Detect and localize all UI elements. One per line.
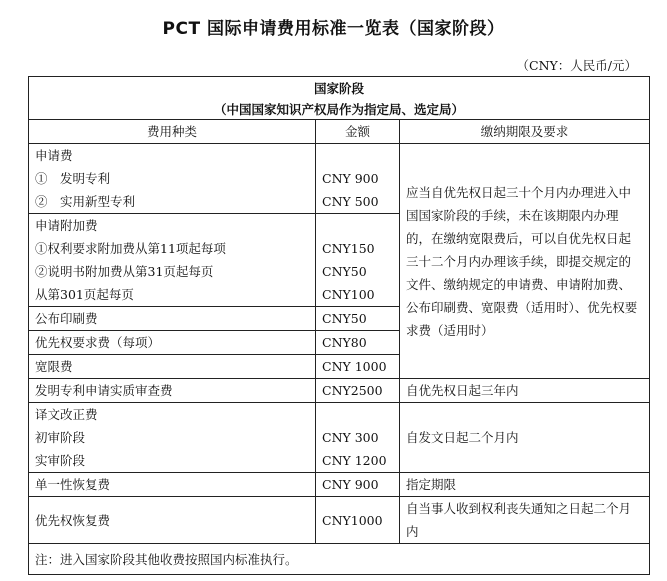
fee-table (28, 76, 650, 575)
table-row (29, 403, 650, 473)
column-header-fee-type: 费用种类 (29, 120, 316, 144)
fee-name-line: 译文改正费 (35, 407, 98, 422)
fee-amount-line: CNY 500 (322, 194, 379, 209)
fee-amount-cell (316, 144, 400, 214)
fee-amount-line (322, 144, 393, 167)
table-note: 注：进入国家阶段其他收费按照国内标准执行。 (29, 544, 650, 575)
fee-amount-line: CNY50 (322, 264, 367, 279)
fee-amount-line: CNY 900 (322, 171, 379, 186)
fee-amount-cell (316, 214, 400, 307)
section-title: 国家阶段 (313, 81, 364, 96)
column-header-row (29, 120, 650, 144)
deadline-cell: 应当自优先权日起三十个月内办理进入中国国家阶段的手续，未在该期限内办理的，在缴纳宽限费后，可以自优先权日起三十二个月内办理该手续，即提交规定的文件、缴纳规定的申请费、申请附加费、公布印刷费、宽限费（适用时）、优先权要求费（适用时） (400, 144, 650, 379)
fee-name-cell: 单一性恢复费 (29, 473, 316, 497)
fee-name-cell: 优先权要求费（每项） (29, 331, 316, 355)
fee-name-line: 申请附加费 (35, 218, 98, 233)
deadline-cell: 自发文日起二个月内 (400, 403, 650, 473)
note-row (29, 544, 650, 575)
fee-name-line: ① 发明专利 (35, 171, 111, 186)
page-title: PCT 国际申请费用标准一览表（国家阶段） (162, 19, 505, 39)
section-subtitle: （中国国家知识产权局作为指定局、选定局） (213, 102, 464, 117)
section-header (29, 77, 650, 120)
fee-amount-cell: CNY50 (316, 307, 400, 331)
currency-note: （CNY：人民币/元） (516, 58, 637, 73)
fee-amount-cell (316, 403, 400, 473)
fee-amount-line: CNY100 (322, 287, 375, 302)
section-header-row (29, 77, 650, 120)
fee-amount-cell: CNY 900 (316, 473, 400, 497)
fee-amount-line (322, 403, 393, 426)
column-header-amount: 金额 (316, 120, 400, 144)
fee-name-line: 初审阶段 (35, 430, 86, 445)
fee-name-line: 从第301页起每页 (35, 287, 134, 302)
fee-amount-cell: CNY2500 (316, 379, 400, 403)
fee-name-cell: 宽限费 (29, 355, 316, 379)
table-row (29, 473, 650, 497)
column-header-deadline: 缴纳期限及要求 (400, 120, 650, 144)
fee-amount-line: CNY 300 (322, 430, 379, 445)
fee-amount-line: CNY 1200 (322, 453, 387, 468)
fee-name-line: ①权利要求附加费从第11项起每项 (35, 241, 226, 256)
fee-amount-cell: CNY 1000 (316, 355, 400, 379)
fee-name-line: 实审阶段 (35, 453, 86, 468)
fee-amount-cell: CNY80 (316, 331, 400, 355)
fee-name-cell: 发明专利申请实质审查费 (29, 379, 316, 403)
fee-amount-line: CNY150 (322, 241, 375, 256)
fee-name-cell: 优先权恢复费 (29, 497, 316, 544)
deadline-cell: 指定期限 (400, 473, 650, 497)
deadline-cell: 自当事人收到权利丧失通知之日起二个月内 (400, 497, 650, 544)
deadline-cell: 自优先权日起三年内 (400, 379, 650, 403)
table-row (29, 144, 650, 214)
fee-name-line: 申请费 (35, 148, 73, 163)
fee-name-line: ②说明书附加费从第31页起每页 (35, 264, 214, 279)
fee-amount-line (322, 214, 393, 237)
table-row (29, 497, 650, 544)
fee-name-cell (29, 214, 316, 307)
fee-name-cell (29, 403, 316, 473)
fee-name-cell (29, 144, 316, 214)
table-row (29, 379, 650, 403)
fee-name-line: ② 实用新型专利 (35, 194, 136, 209)
fee-name-cell: 公布印刷费 (29, 307, 316, 331)
fee-amount-cell: CNY1000 (316, 497, 400, 544)
